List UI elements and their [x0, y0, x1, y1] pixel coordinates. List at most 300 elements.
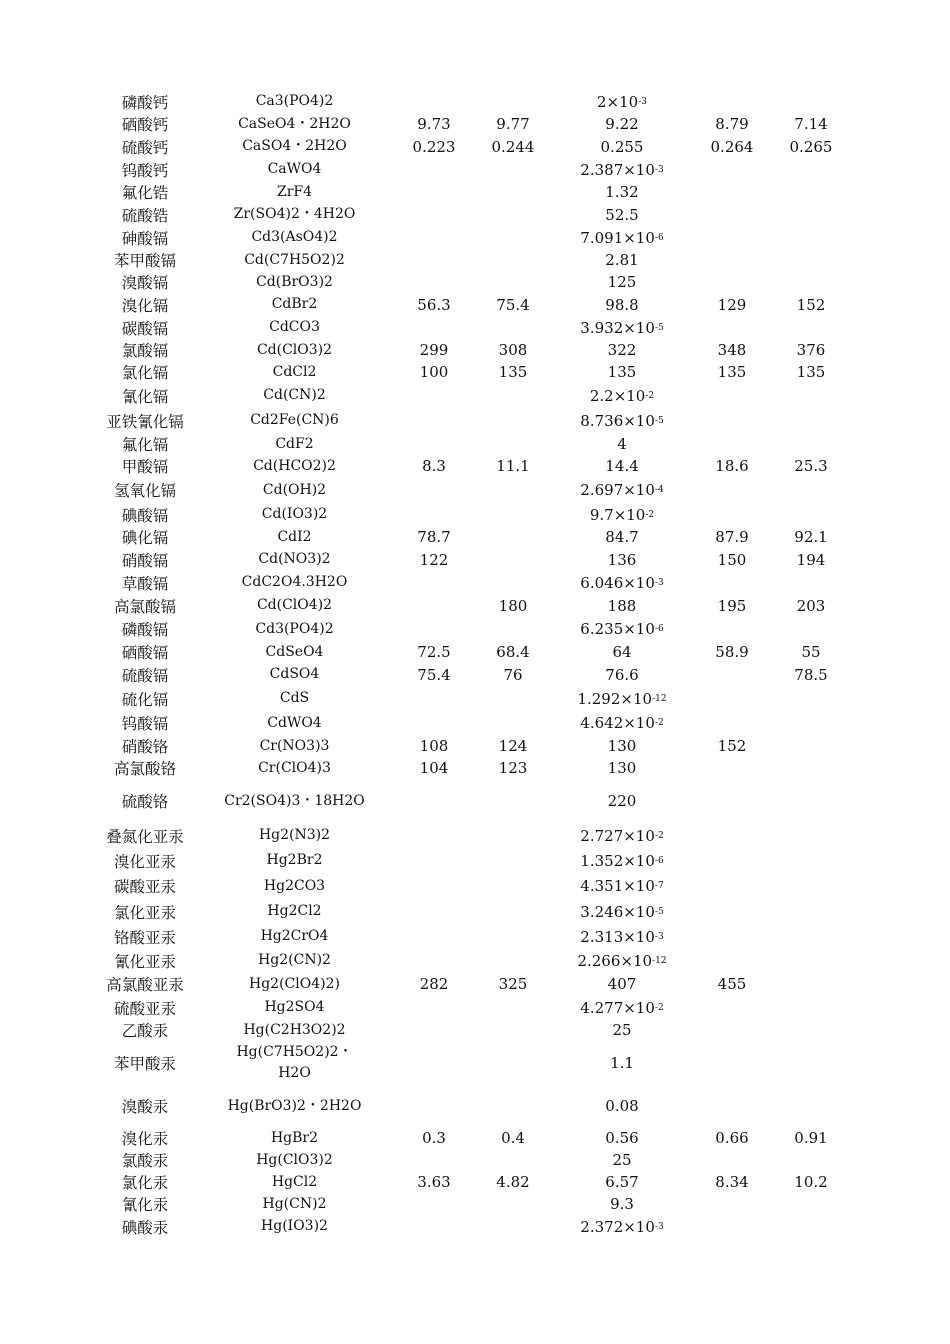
- solubility-v2: 325: [498, 975, 528, 993]
- solubility-v4: [692, 203, 772, 226]
- solubility-v5: [772, 1019, 850, 1041]
- compound-name: 硫酸亚汞: [113, 999, 176, 1018]
- table-row: [0, 361, 950, 383]
- chemical-formula: CdWO4: [267, 714, 322, 731]
- compound-name: 亚铁氰化镉: [106, 412, 184, 431]
- table-row: [0, 663, 950, 686]
- solubility-v4: [692, 90, 772, 113]
- solubility-v2: [474, 1041, 552, 1085]
- solubility-v4: [692, 226, 772, 249]
- solubility-v3: 9.22: [605, 115, 639, 133]
- solubility-v5: [772, 735, 850, 757]
- solubility-v2: 123: [498, 759, 528, 777]
- solubility-v3: 2.266×10 -12: [577, 951, 667, 970]
- chemical-formula: Hg(ClO3)2: [256, 1151, 333, 1168]
- table-row: [0, 617, 950, 641]
- solubility-v3: 135: [607, 363, 637, 381]
- solubility-v3: 2.2×10 -2: [589, 386, 655, 405]
- solubility-v1: [394, 1149, 474, 1171]
- solubility-v5: 25.3: [794, 457, 828, 475]
- solubility-v1: 299: [419, 341, 449, 359]
- solubility-v5: [772, 711, 850, 735]
- solubility-v1: [394, 996, 474, 1019]
- solubility-v2: 68.4: [496, 643, 530, 661]
- table-row: [0, 408, 950, 433]
- solubility-v5: [772, 408, 850, 433]
- solubility-v3: 64: [612, 643, 632, 661]
- solubility-v3: 25: [612, 1021, 632, 1039]
- solubility-v1: 8.3: [422, 457, 446, 475]
- table-row: [0, 113, 950, 135]
- compound-name: 硫酸铬: [121, 793, 169, 811]
- table-row: [0, 477, 950, 503]
- chemical-formula: CdS: [279, 690, 310, 706]
- table-row: [0, 735, 950, 757]
- solubility-v2: [474, 383, 552, 408]
- solubility-v3: 4.277×10 -2: [580, 998, 664, 1017]
- solubility-v3: 84.7: [605, 528, 639, 546]
- solubility-v2: 180: [498, 596, 528, 615]
- solubility-v4: 0.264: [710, 137, 754, 156]
- solubility-v4: [692, 899, 772, 924]
- compound-name: 硒酸钙: [121, 116, 169, 134]
- chemical-formula: Cd(OH)2: [262, 481, 327, 498]
- solubility-v4: 8.79: [715, 115, 749, 133]
- solubility-v2: [474, 924, 552, 949]
- solubility-v5: 152: [796, 295, 826, 314]
- solubility-v5: [772, 972, 850, 996]
- table-row: [0, 293, 950, 316]
- solubility-v2: 76: [503, 665, 523, 684]
- solubility-v3: 98.8: [605, 295, 639, 314]
- solubility-v5: 78.5: [794, 665, 828, 684]
- chemical-formula: Zr(SO4)2・4H2O: [233, 206, 356, 222]
- table-row: [0, 848, 950, 873]
- solubility-v1: 0.3: [422, 1129, 446, 1147]
- solubility-v1: 75.4: [417, 665, 451, 684]
- compound-name: 氰化亚汞: [113, 952, 176, 971]
- table-row: [0, 972, 950, 996]
- solubility-v5: [772, 433, 850, 455]
- solubility-v3: 1.1: [610, 1054, 634, 1072]
- table-row: [0, 1127, 950, 1149]
- solubility-v1: [394, 823, 474, 848]
- compound-name: 乙酸汞: [121, 1022, 169, 1040]
- solubility-v5: 55: [801, 643, 821, 661]
- solubility-v1: [394, 686, 474, 711]
- solubility-v1: [394, 203, 474, 226]
- solubility-v1: 56.3: [417, 295, 451, 314]
- solubility-v2: [474, 90, 552, 113]
- solubility-v2: [474, 823, 552, 848]
- chemical-formula: CdCl2: [272, 363, 317, 380]
- solubility-v1: 72.5: [417, 643, 451, 661]
- compound-name: 硫酸钙: [121, 138, 169, 157]
- compound-name: 钨酸钙: [121, 161, 169, 180]
- solubility-v2: [474, 848, 552, 873]
- solubility-v3: 9.3: [610, 1195, 634, 1213]
- solubility-v3: 25: [612, 1151, 632, 1169]
- solubility-v1: [394, 477, 474, 503]
- table-row: [0, 383, 950, 408]
- chemical-formula: Hg(C7H5O2)2・H2O: [236, 1044, 353, 1081]
- table-row: [0, 433, 950, 455]
- solubility-v1: 100: [419, 363, 449, 381]
- table-row: [0, 1019, 950, 1041]
- solubility-v2: [474, 617, 552, 641]
- solubility-v5: [772, 949, 850, 972]
- solubility-v2: [474, 526, 552, 548]
- compound-name: 氯酸汞: [121, 1152, 169, 1170]
- solubility-v2: [474, 571, 552, 594]
- solubility-v3: 0.255: [600, 137, 644, 156]
- solubility-v5: 7.14: [794, 115, 828, 133]
- solubility-v5: 0.265: [789, 137, 833, 156]
- compound-name: 高氯酸亚汞: [106, 976, 184, 994]
- solubility-v3: 9.7×10 -2: [589, 505, 655, 524]
- solubility-v4: [692, 757, 772, 779]
- chemical-formula: CaSO4・2H2O: [242, 138, 347, 154]
- solubility-v5: [772, 249, 850, 271]
- solubility-v5: 10.2: [794, 1173, 828, 1191]
- solubility-v2: [474, 316, 552, 339]
- solubility-v2: [474, 1193, 552, 1215]
- compound-name: 碘酸汞: [121, 1218, 169, 1237]
- chemical-formula: Hg2Br2: [266, 852, 323, 868]
- solubility-v1: 9.73: [417, 115, 451, 133]
- solubility-v3: 14.4: [605, 457, 639, 475]
- compound-name: 砷酸镉: [121, 229, 169, 248]
- chemical-formula: CdC2O4.3H2O: [241, 574, 348, 590]
- solubility-v4: [692, 1149, 772, 1171]
- solubility-v2: [474, 1215, 552, 1238]
- table-row: [0, 135, 950, 158]
- table-row: [0, 316, 950, 339]
- table-row: [0, 949, 950, 972]
- solubility-v5: [772, 226, 850, 249]
- solubility-v5: [772, 686, 850, 711]
- table-row: [0, 271, 950, 293]
- solubility-v2: [474, 203, 552, 226]
- solubility-v5: [772, 1149, 850, 1171]
- table-row: [0, 249, 950, 271]
- solubility-v4: [692, 316, 772, 339]
- table-row: [0, 823, 950, 848]
- chemical-formula: Cd(BrO3)2: [256, 273, 333, 290]
- solubility-v4: 195: [717, 596, 747, 615]
- table-row: [0, 594, 950, 617]
- solubility-v4: [692, 823, 772, 848]
- solubility-v1: [394, 433, 474, 455]
- solubility-v5: [772, 757, 850, 779]
- solubility-v3: 76.6: [605, 665, 639, 684]
- solubility-v3: 3.246×10 -5: [580, 902, 664, 921]
- chemical-formula: HgCl2: [271, 1173, 318, 1190]
- solubility-v4: [692, 271, 772, 293]
- solubility-v3: 1.352×10 -6: [580, 851, 664, 870]
- compound-name: 苯甲酸镉: [113, 252, 176, 270]
- compound-name: 甲酸镉: [121, 458, 169, 476]
- table-row: [0, 711, 950, 735]
- solubility-v2: [474, 711, 552, 735]
- solubility-v1: [394, 408, 474, 433]
- solubility-v1: [394, 924, 474, 949]
- solubility-v2: [474, 433, 552, 455]
- solubility-v2: [474, 996, 552, 1019]
- solubility-v2: [474, 779, 552, 823]
- solubility-v3: 2.81: [605, 251, 639, 269]
- table-row: [0, 1215, 950, 1238]
- compound-name: 溴化镉: [121, 296, 169, 315]
- solubility-v1: [394, 271, 474, 293]
- solubility-v3: 125: [607, 273, 637, 291]
- solubility-v3: 8.736×10 -5: [580, 411, 664, 430]
- chemical-formula: Cr(NO3)3: [259, 737, 330, 754]
- compound-name: 硒酸镉: [121, 644, 169, 662]
- solubility-v4: [692, 996, 772, 1019]
- solubility-v5: [772, 383, 850, 408]
- solubility-v1: [394, 226, 474, 249]
- solubility-v2: [474, 181, 552, 203]
- solubility-v1: [394, 158, 474, 181]
- compound-name: 氯化镉: [121, 364, 169, 382]
- compound-name: 硫酸镉: [121, 666, 169, 685]
- chemical-formula: Cd(ClO3)2: [256, 341, 333, 358]
- solubility-v2: [474, 873, 552, 899]
- solubility-v3: 4: [617, 435, 627, 453]
- table-row: [0, 339, 950, 361]
- chemical-formula: Cd2Fe(CN)6: [250, 412, 339, 428]
- solubility-v1: [394, 1193, 474, 1215]
- solubility-v1: 282: [419, 975, 449, 993]
- solubility-v3: 2.372×10 -3: [580, 1217, 664, 1236]
- compound-name: 氟化锆: [121, 184, 169, 202]
- chemical-formula: CaWO4: [267, 161, 322, 177]
- chemical-formula: CdI2: [277, 528, 312, 545]
- solubility-v5: [772, 1085, 850, 1127]
- chemical-formula: Cd3(AsO4)2: [251, 229, 338, 245]
- solubility-v3: 6.046×10 -3: [580, 573, 664, 592]
- compound-name: 溴酸镉: [121, 274, 169, 292]
- solubility-v3: 52.5: [605, 205, 639, 224]
- solubility-v1: 78.7: [417, 528, 451, 546]
- compound-name: 草酸镉: [121, 574, 169, 593]
- solubility-v4: [692, 924, 772, 949]
- solubility-v5: [772, 899, 850, 924]
- solubility-v5: [772, 1041, 850, 1085]
- compound-name: 高氯酸镉: [113, 597, 176, 616]
- table-row: [0, 641, 950, 663]
- solubility-v5: [772, 503, 850, 526]
- solubility-v5: [772, 203, 850, 226]
- solubility-v3: 188: [607, 596, 637, 615]
- solubility-v4: 8.34: [715, 1173, 749, 1191]
- solubility-v3: 2.387×10 -3: [580, 160, 664, 179]
- solubility-v5: [772, 924, 850, 949]
- solubility-v4: 455: [717, 975, 747, 993]
- table-row: [0, 90, 950, 113]
- solubility-v1: 3.63: [417, 1173, 451, 1191]
- solubility-v4: [692, 571, 772, 594]
- solubility-v5: [772, 823, 850, 848]
- solubility-v5: [772, 477, 850, 503]
- solubility-v1: [394, 594, 474, 617]
- solubility-v5: 376: [796, 341, 826, 359]
- solubility-v4: 58.9: [715, 643, 749, 661]
- solubility-v5: 92.1: [794, 528, 828, 546]
- solubility-v2: [474, 1019, 552, 1041]
- compound-name: 氯化汞: [121, 1174, 169, 1192]
- solubility-v4: 87.9: [715, 528, 749, 546]
- solubility-v4: [692, 383, 772, 408]
- solubility-v2: [474, 548, 552, 571]
- table-row: [0, 526, 950, 548]
- table-row: [0, 757, 950, 779]
- solubility-v2: 0.4: [501, 1129, 525, 1147]
- solubility-v1: [394, 949, 474, 972]
- solubility-v1: [394, 316, 474, 339]
- compound-name: 氰化汞: [121, 1196, 169, 1214]
- table-row: [0, 779, 950, 823]
- compound-name: 苯甲酸汞: [113, 1055, 176, 1073]
- solubility-v2: [474, 1085, 552, 1127]
- compound-name: 碳酸亚汞: [113, 878, 176, 896]
- table-row: [0, 158, 950, 181]
- solubility-v5: [772, 571, 850, 594]
- solubility-v3: 4.351×10 -7: [580, 877, 664, 895]
- compound-name: 硝酸镉: [121, 551, 169, 570]
- compound-name: 钨酸镉: [121, 715, 169, 733]
- solubility-v2: [474, 408, 552, 433]
- compound-name: 氯酸镉: [121, 342, 169, 360]
- solubility-v2: 135: [498, 363, 528, 381]
- solubility-v3: 2.727×10 -2: [580, 826, 664, 845]
- table-row: [0, 548, 950, 571]
- solubility-v5: 194: [796, 550, 826, 569]
- chemical-formula: Hg(C2H3O2)2: [243, 1021, 346, 1038]
- solubility-v1: [394, 711, 474, 735]
- solubility-v2: [474, 686, 552, 711]
- solubility-v5: 0.91: [794, 1129, 828, 1147]
- solubility-v3: 407: [607, 975, 637, 993]
- chemical-formula: Cd(IO3)2: [261, 506, 328, 522]
- solubility-v4: 129: [717, 295, 747, 314]
- chemical-formula: Ca3(PO4)2: [255, 93, 334, 109]
- compound-name: 硝酸铬: [121, 738, 169, 756]
- solubility-v4: [692, 249, 772, 271]
- solubility-v2: [474, 949, 552, 972]
- solubility-v3: 2.313×10 -3: [580, 927, 664, 946]
- table-row: [0, 873, 950, 899]
- solubility-v4: [692, 503, 772, 526]
- table-row: [0, 571, 950, 594]
- chemical-formula: CdSeO4: [265, 643, 324, 660]
- solubility-v1: [394, 1085, 474, 1127]
- solubility-v5: [772, 996, 850, 1019]
- chemical-formula: Hg2(ClO4)2): [249, 975, 340, 992]
- solubility-v4: [692, 663, 772, 686]
- table-row: [0, 924, 950, 949]
- solubility-v3: 7.091×10 -6: [580, 228, 664, 247]
- solubility-v2: [474, 1149, 552, 1171]
- solubility-v2: [474, 226, 552, 249]
- solubility-v1: 108: [419, 737, 449, 755]
- table-row: [0, 503, 950, 526]
- table-row: [0, 1085, 950, 1127]
- table-row: [0, 686, 950, 711]
- solubility-v4: [692, 949, 772, 972]
- solubility-v4: [692, 711, 772, 735]
- solubility-v4: [692, 873, 772, 899]
- solubility-v1: [394, 1041, 474, 1085]
- chemical-formula: Cd(C7H5O2)2: [244, 251, 345, 268]
- compound-name: 溴酸汞: [121, 1098, 169, 1116]
- solubility-v1: 0.223: [412, 137, 456, 156]
- solubility-v1: 104: [419, 759, 449, 777]
- compound-name: 氯化亚汞: [113, 903, 176, 922]
- compound-name: 碳酸镉: [121, 319, 169, 338]
- solubility-v5: [772, 90, 850, 113]
- solubility-v1: [394, 1019, 474, 1041]
- solubility-v1: [394, 571, 474, 594]
- table-row: [0, 1171, 950, 1193]
- solubility-v2: 124: [498, 737, 528, 755]
- compound-name: 碘酸镉: [121, 506, 169, 525]
- solubility-v1: [394, 1215, 474, 1238]
- chemical-formula: CdBr2: [271, 296, 318, 312]
- solubility-v2: [474, 477, 552, 503]
- solubility-v1: [394, 90, 474, 113]
- solubility-v4: [692, 1041, 772, 1085]
- chemical-formula: HgBr2: [270, 1129, 319, 1146]
- solubility-v5: [772, 1193, 850, 1215]
- solubility-v4: [692, 1019, 772, 1041]
- solubility-v5: [772, 158, 850, 181]
- solubility-v4: [692, 408, 772, 433]
- solubility-v4: [692, 158, 772, 181]
- solubility-v5: [772, 271, 850, 293]
- table-row: [0, 181, 950, 203]
- chemical-formula: CdSO4: [269, 666, 320, 682]
- table-row: [0, 455, 950, 477]
- solubility-v4: [692, 617, 772, 641]
- table-row: [0, 226, 950, 249]
- compound-name: 磷酸镉: [121, 621, 169, 639]
- solubility-v4: 0.66: [715, 1129, 749, 1147]
- solubility-v5: 135: [796, 363, 826, 381]
- table-row: [0, 1193, 950, 1215]
- solubility-v3: 136: [607, 550, 637, 569]
- solubility-v1: [394, 779, 474, 823]
- solubility-v4: 18.6: [715, 457, 749, 475]
- chemical-formula: Hg(BrO3)2・2H2O: [227, 1097, 362, 1114]
- solubility-v4: [692, 1085, 772, 1127]
- solubility-v3: 0.56: [605, 1129, 639, 1147]
- solubility-v1: [394, 848, 474, 873]
- solubility-v3: 130: [607, 759, 637, 777]
- solubility-v5: [772, 181, 850, 203]
- solubility-v3: 2×10 -3: [597, 92, 647, 111]
- solubility-v3: 1.292×10 -12: [577, 689, 667, 708]
- solubility-v4: [692, 181, 772, 203]
- solubility-v2: [474, 271, 552, 293]
- solubility-v5: [772, 316, 850, 339]
- solubility-v3: 322: [607, 341, 637, 359]
- solubility-v4: [692, 1215, 772, 1238]
- chemical-formula: ZrF4: [276, 183, 313, 200]
- chemical-formula: Cr(ClO4)3: [258, 759, 331, 776]
- solubility-v3: 2.697×10 -4: [580, 481, 664, 499]
